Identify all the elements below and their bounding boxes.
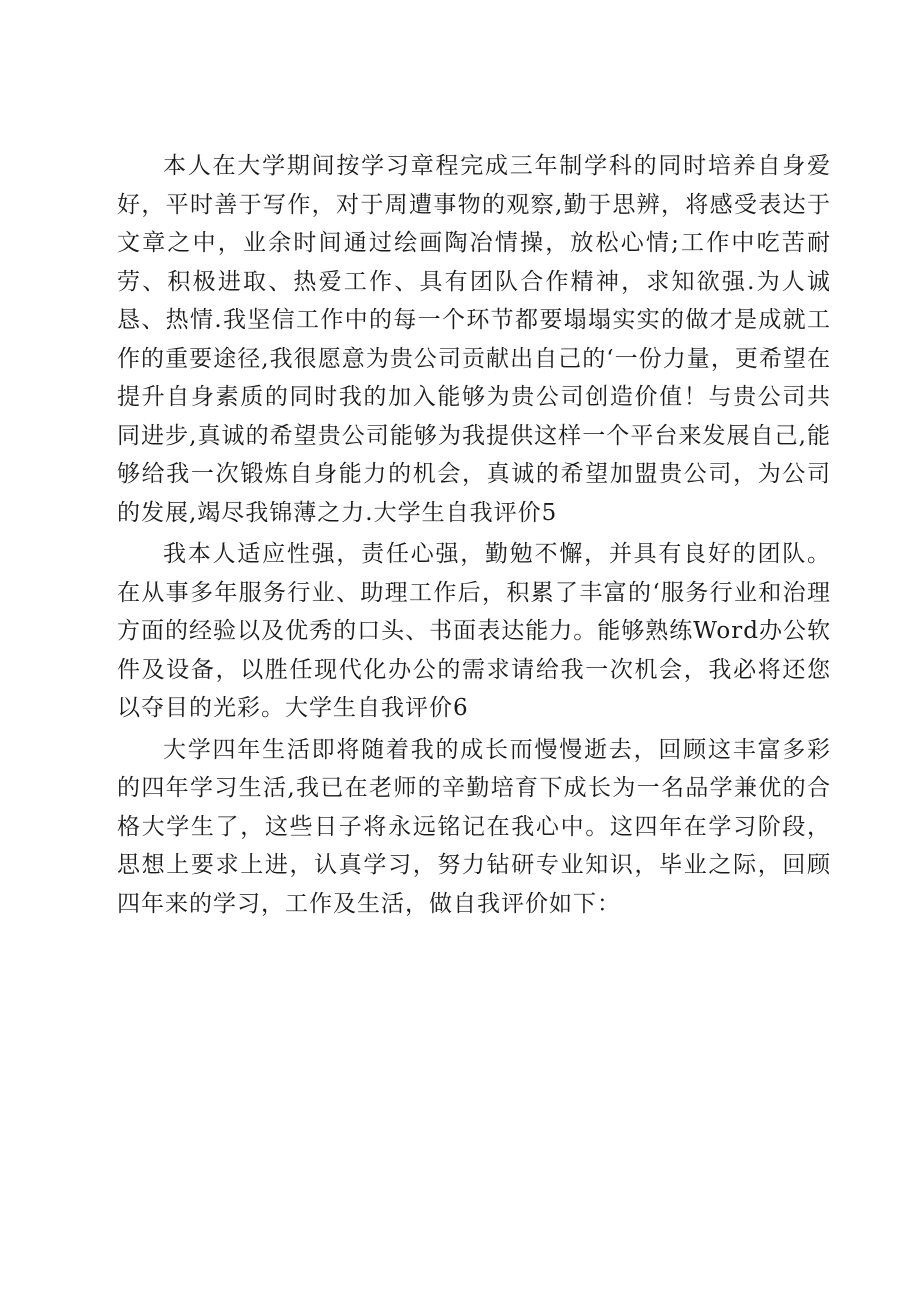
paragraph-2: 我本人适应性强，责任心强，勤勉不懈，并具有良好的团队。在从事多年服务行业、助理工作后，积累了丰富的‘服务行业和治理方面的经验以及优秀的口头、书面表达能力。能够熟练Word办公软件及设备，以胜任现代化办公的需求请给我一次机会，我必将还您以夺目的光彩。大学生自我评价6 (117, 541, 831, 721)
paragraph-1: 本人在大学期间按学习章程完成三年制学科的同时培养自身爱好，平时善于写作，对于周遭事物的观察,勤于思辨，将感受表达于文章之中，业余时间通过绘画陶冶情操，放松心情;工作中吃苦耐劳、积极进取、热爱工作、具有团队合作精神，求知欲强.为人诚恳、热情.我坚信工作中的每一个环节都要塌塌实实的做才是成就工作的重要途径,我很愿意为贵公司贡献出自己的‘一份力量，更希望在提升自身素质的同时我的加入能够为贵公司创造价值！与贵公司共同进步,真诚的希望贵公司能够为我提供这样一个平台来发展自己,能够给我一次锻炼自身能力的机会，真诚的希望加盟贵公司，为公司的发展,竭尽我锦薄之力.大学生自我评价5 (117, 153, 831, 526)
paragraph-3: 大学四年生活即将随着我的成长而慢慢逝去，回顾这丰富多彩的四年学习生活,我已在老师的辛勤培育下成长为一名品学兼优的合格大学生了，这些日子将永远铭记在我心中。这四年在学习阶段，思想上要求上进，认真学习，努力钻研专业知识，毕业之际，回顾四年来的学习，工作及生活，做自我评价如下： (117, 736, 831, 917)
document-body (117, 147, 831, 926)
